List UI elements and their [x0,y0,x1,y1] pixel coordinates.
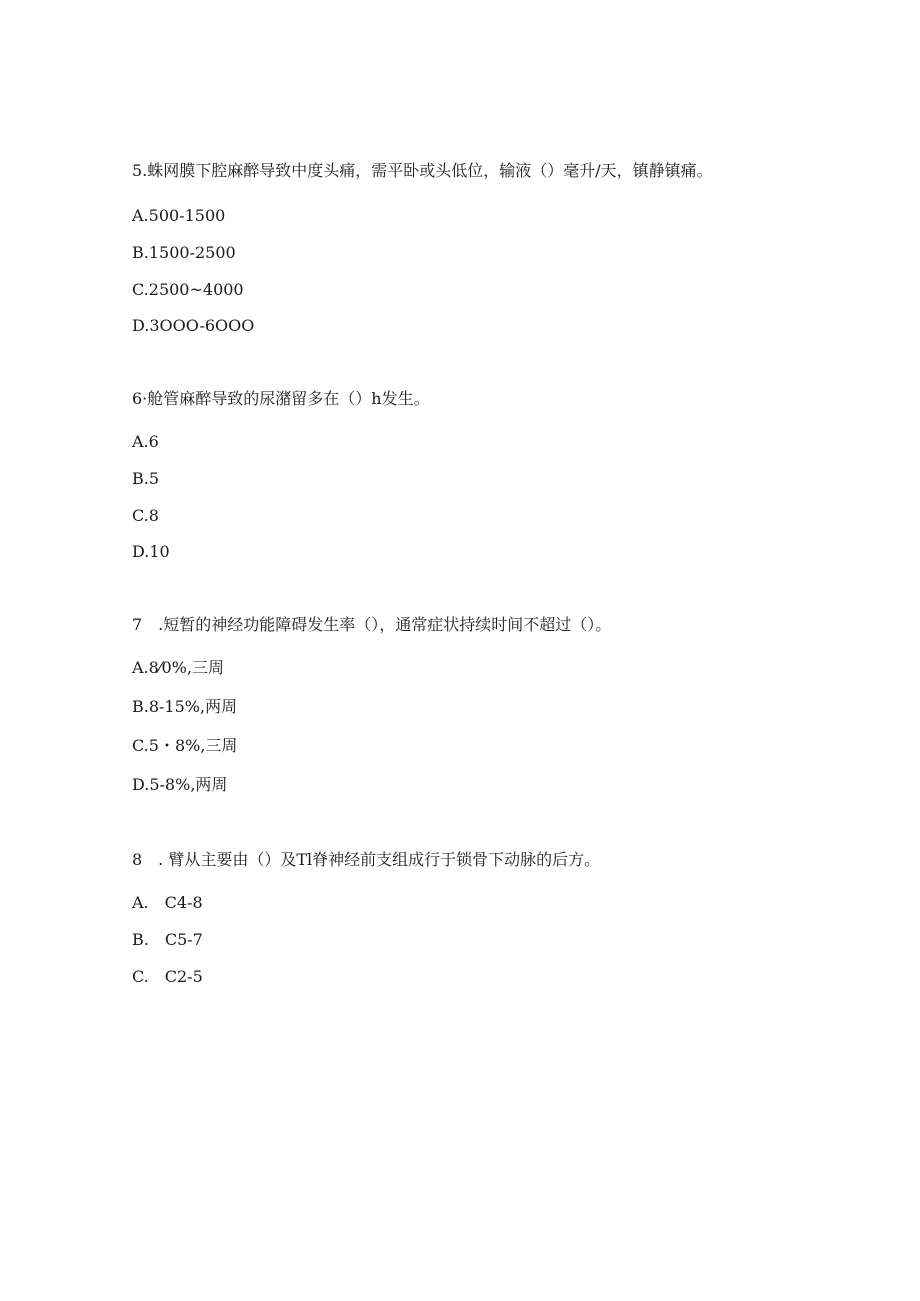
option-a: A.500-1500 [132,206,226,225]
option-c: C.5・8%,三周 [132,736,238,755]
option-a: A.6 [132,432,159,451]
option-b: B.1500-2500 [132,243,236,262]
option-a: A.8⁄0%,三周 [132,658,224,677]
option-c: C.8 [132,506,159,525]
option-d: D.5-8%,两周 [132,775,228,794]
question-6 [132,388,832,561]
question-text: 7 .短暂的神经功能障碍发生率（），通常症状持续时间不超过（）。 [132,615,612,634]
option-b: B. C5-7 [132,930,203,949]
question-5 [132,160,832,335]
option-d: D.3OOO-6OOO [132,316,255,335]
question-7 [132,614,832,794]
question-text: 8 . 臂从主要由（）及Tl脊神经前支组成行于锁骨下动脉的后方。 [132,850,601,869]
option-d: D.10 [132,542,170,561]
option-b: B.5 [132,469,160,488]
option-b: B.8-15%,两周 [132,697,238,716]
option-c: C.2500~4000 [132,280,244,299]
option-a: A. C4-8 [132,893,203,912]
question-8 [132,849,832,986]
question-text: 5.蛛网膜下腔麻醉导致中度头痛，需平卧或头低位，输液（）毫升/天，镇静镇痛。 [132,161,713,180]
question-text: 6·舱管麻醉导致的尿潴留多在（）h发生。 [132,389,430,408]
option-c: C. C2-5 [132,967,203,986]
